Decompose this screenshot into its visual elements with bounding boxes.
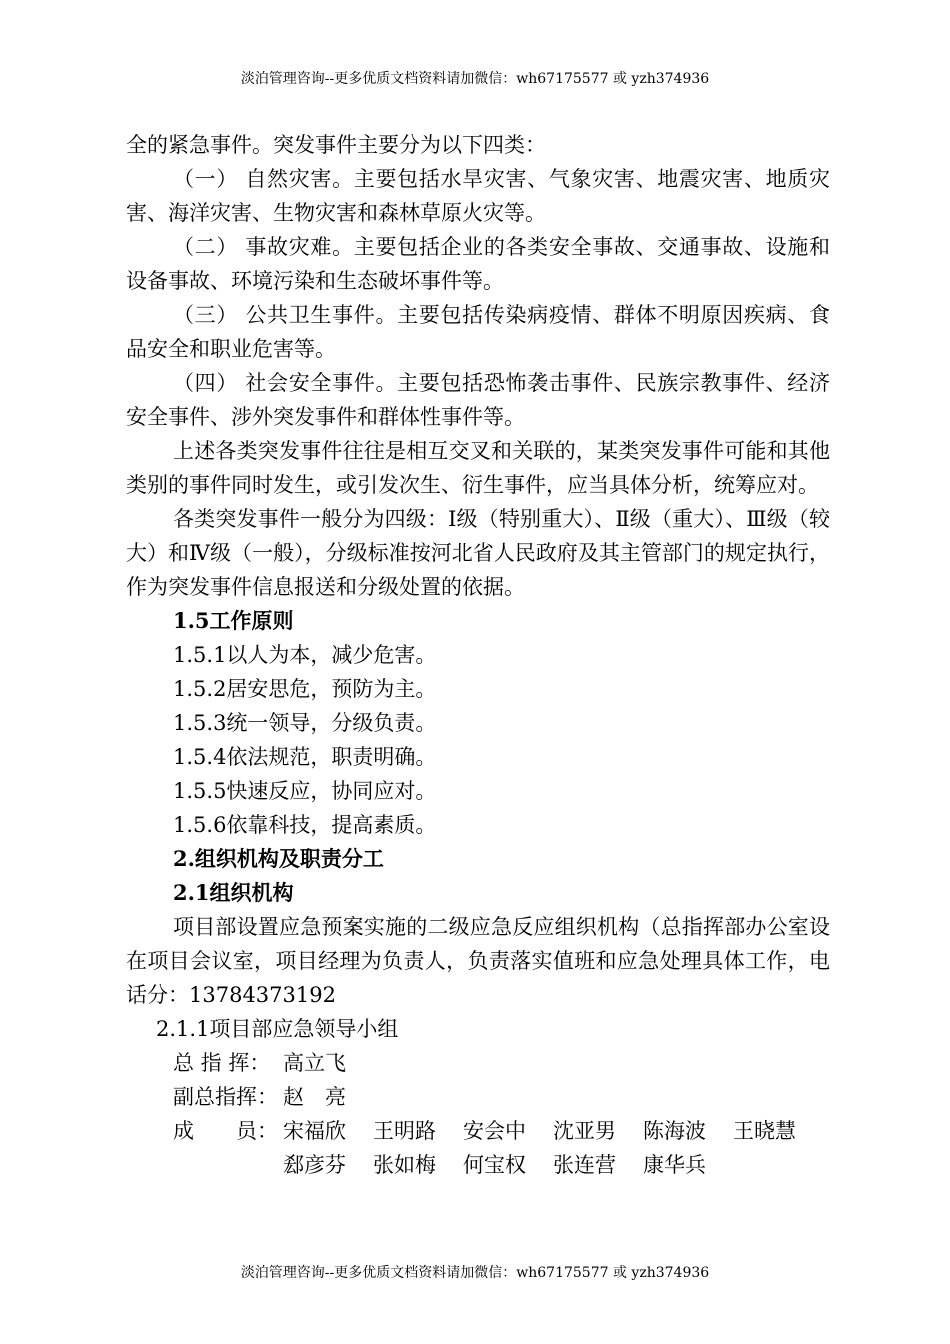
paragraph: 全的紧急事件。突发事件主要分为以下四类：: [126, 133, 546, 157]
members-list: [283, 1148, 733, 1182]
members-row: [126, 1114, 830, 1148]
paragraph: 上述各类突发事件往往是相互交叉和关联的，某类突发事件可能和其他类别的事件同时发生，或引发次生、衍生事件，应当具体分析，统筹应对。: [126, 439, 830, 497]
member-name: 张如梅: [373, 1153, 436, 1177]
paragraph: 各类突发事件一般分为四级：Ⅰ级（特别重大）、Ⅱ级（重大）、Ⅲ级（较大）和Ⅳ级（一般），分级标准按河北省人民政府及其主管部门的规定执行，作为突发事件信息报送和分级处置的依据。: [126, 507, 830, 599]
principle-item: 1.5.1以人为本，减少危害。: [173, 643, 437, 667]
deputy-row: [126, 1080, 830, 1114]
leader-label: 总 指 挥：: [173, 1051, 271, 1075]
section-heading: 1.5工作原则: [173, 608, 294, 633]
members-row: [126, 1148, 830, 1182]
member-name: 张连营: [553, 1153, 616, 1177]
member-name: 王明路: [373, 1119, 436, 1143]
page-footer: 淡泊管理咨询--更多优质文档资料请加微信：wh67175577 或 yzh374936: [240, 1265, 710, 1281]
section-heading: 2.组织机构及职责分工: [173, 846, 384, 871]
leader-row: [126, 1046, 830, 1080]
page-header: 淡泊管理咨询--更多优质文档资料请加微信：wh67175577 或 yzh374936: [240, 71, 710, 87]
members-spacer: [173, 1148, 283, 1182]
paragraph: （三） 公共卫生事件。主要包括传染病疫情、群体不明原因疾病、食品安全和职业危害等。: [126, 303, 830, 361]
paragraph: （二） 事故灾难。主要包括企业的各类安全事故、交通事故、设施和设备事故、环境污染和生态破坏事件等。: [126, 235, 830, 293]
subsection-heading: 2.1组织机构: [173, 880, 294, 905]
principle-item: 1.5.6依靠科技，提高素质。: [173, 813, 437, 837]
paragraph: 项目部设置应急预案实施的二级应急反应组织机构（总指挥部办公室设在项目会议室，项目经理为负责人，负责落实值班和应急处理具体工作，电话分：13784373192: [126, 915, 830, 1007]
deputy-name: 赵 亮: [283, 1085, 346, 1109]
paragraph: （一） 自然灾害。主要包括水旱灾害、气象灾害、地震灾害、地质灾害、海洋灾害、生物灾害和森林草原火灾等。: [126, 167, 830, 225]
member-name: 宋福欣: [283, 1119, 346, 1143]
member-name: 康华兵: [643, 1153, 706, 1177]
deputy-label: 副总指挥：: [173, 1085, 278, 1109]
subsubsection-heading: 2.1.1项目部应急领导小组: [156, 1017, 399, 1041]
member-name: 何宝权: [463, 1153, 526, 1177]
principle-item: 1.5.5快速反应，协同应对。: [173, 779, 437, 803]
leader-name: 高立飞: [283, 1051, 346, 1075]
principle-item: 1.5.4依法规范，职责明确。: [173, 745, 437, 769]
member-name: 王晓慧: [733, 1119, 796, 1143]
member-name: 郄彦芬: [283, 1153, 346, 1177]
member-name: 安会中: [463, 1119, 526, 1143]
member-name: 陈海波: [643, 1119, 706, 1143]
member-name: 沈亚男: [553, 1119, 616, 1143]
paragraph: （四） 社会安全事件。主要包括恐怖袭击事件、民族宗教事件、经济安全事件、涉外突发事件和群体性事件等。: [126, 371, 830, 429]
principle-item: 1.5.2居安思危，预防为主。: [173, 677, 437, 701]
members-label: 成 员：: [173, 1119, 278, 1143]
members-list: [283, 1114, 823, 1148]
document-body: [126, 128, 830, 1182]
principle-item: 1.5.3统一领导，分级负责。: [173, 711, 437, 735]
